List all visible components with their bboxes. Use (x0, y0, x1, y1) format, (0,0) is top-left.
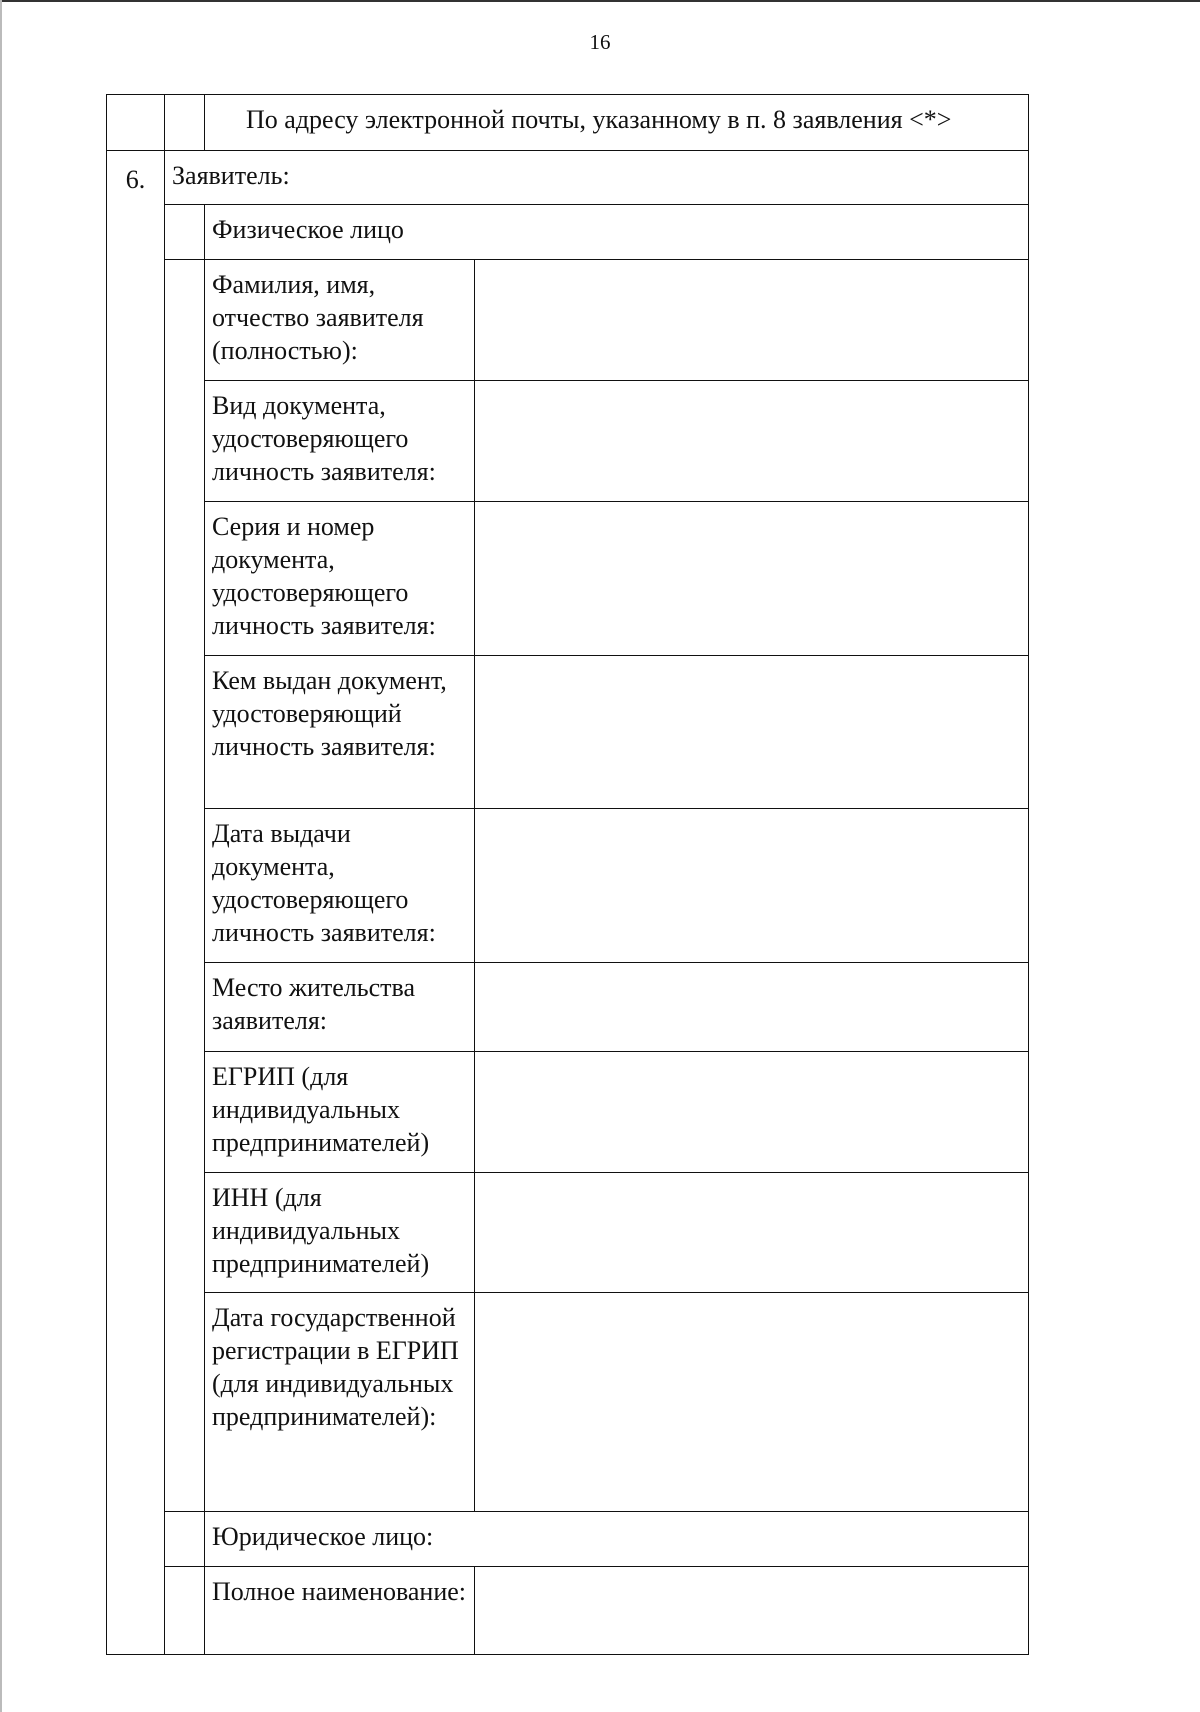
field-label-egrip: ЕГРИП (для индивидуальных предпринимателей) (205, 1052, 475, 1173)
legal-entity-check-cell[interactable] (165, 1512, 205, 1567)
legal-entity-spacer-cell (165, 1567, 205, 1655)
field-label-id-issue-date: Дата выдачи документа, удостоверяющего личность заявителя: (205, 809, 475, 963)
section-title: Заявитель: (165, 151, 1029, 205)
field-row (107, 1052, 1029, 1173)
field-value-egrip[interactable] (475, 1052, 1029, 1173)
field-value-egrip-registration-date[interactable] (475, 1293, 1029, 1512)
individual-heading: Физическое лицо (205, 205, 1029, 260)
page-left-edge (0, 0, 2, 1712)
field-row (107, 809, 1029, 963)
field-value-id-issue-date[interactable] (475, 809, 1029, 963)
field-row (107, 963, 1029, 1052)
field-value-full-name-entity[interactable] (475, 1567, 1029, 1655)
delivery-option-row (107, 95, 1029, 151)
field-label-id-issued-by: Кем выдан документ, удостоверяющий личность заявителя: (205, 656, 475, 809)
field-value-inn[interactable] (475, 1173, 1029, 1293)
field-label-egrip-registration-date: Дата государственной регистрации в ЕГРИП (для индивидуальных предпринимателей): (205, 1293, 475, 1512)
application-form-table (106, 94, 1029, 1655)
field-value-residence[interactable] (475, 963, 1029, 1052)
delivery-checkbox[interactable] (205, 95, 239, 150)
field-label-id-series-number: Серия и номер документа, удостоверяющего личность заявителя: (205, 502, 475, 656)
page-top-edge (0, 0, 1200, 2)
field-row (107, 502, 1029, 656)
delivery-option-cell (205, 95, 1029, 151)
section-number: 6. (107, 151, 165, 1655)
legal-entity-heading: Юридическое лицо: (205, 1512, 1029, 1567)
field-row (107, 260, 1029, 381)
legal-entity-heading-row (107, 1512, 1029, 1567)
field-row (107, 1173, 1029, 1293)
field-label-full-name-entity: Полное наименование: (205, 1567, 475, 1655)
field-row (107, 1567, 1029, 1655)
individual-check-cell[interactable] (165, 205, 205, 260)
field-row (107, 381, 1029, 502)
page-number: 16 (589, 30, 611, 54)
individual-spacer-cell (165, 260, 205, 1512)
field-value-id-issued-by[interactable] (475, 656, 1029, 809)
field-row (107, 1293, 1029, 1512)
field-row (107, 656, 1029, 809)
delivery-check-cell (165, 95, 205, 151)
field-label-full-name: Фамилия, имя, отчество заявителя (полностью): (205, 260, 475, 381)
field-value-id-series-number[interactable] (475, 502, 1029, 656)
delivery-option-label: По адресу электронной почты, указанному в п. 8 заявления <*> (246, 105, 952, 134)
section-6-header-row (107, 151, 1029, 205)
field-label-residence: Место жительства заявителя: (205, 963, 475, 1052)
delivery-number-cell (107, 95, 165, 151)
field-value-full-name[interactable] (475, 260, 1029, 381)
field-value-id-document-type[interactable] (475, 381, 1029, 502)
field-label-id-document-type: Вид документа, удостоверяющего личность заявителя: (205, 381, 475, 502)
individual-heading-row (107, 205, 1029, 260)
field-label-inn: ИНН (для индивидуальных предпринимателей) (205, 1173, 475, 1293)
